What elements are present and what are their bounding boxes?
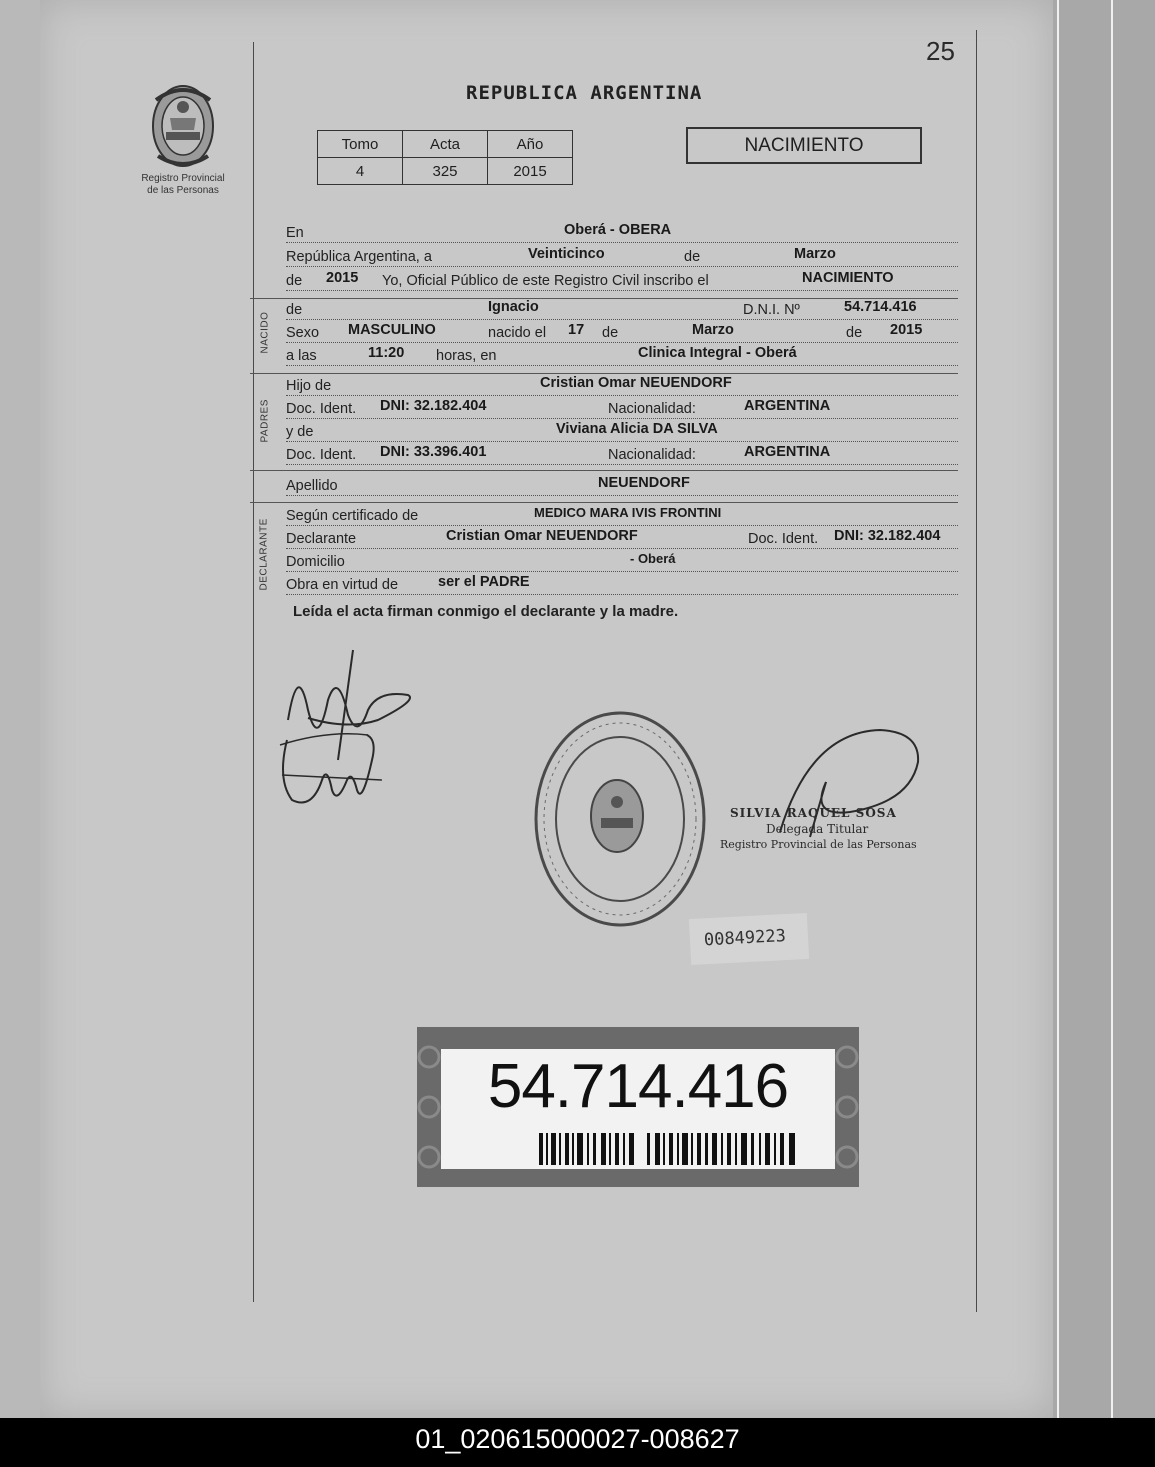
label-nacido-el: nacido el — [488, 325, 547, 341]
value-madre: Viviana Alicia DA SILVA — [556, 421, 718, 437]
label-doc-ident-madre: Doc. Ident. — [286, 447, 357, 463]
label-en: En — [286, 225, 304, 241]
label-sexo: Sexo — [286, 325, 320, 341]
section-label-nacido: NACIDO — [259, 311, 271, 354]
value-mes-registro: Marzo — [794, 246, 836, 262]
value-dia-registro: Veinticinco — [528, 246, 605, 262]
label-de-mes: de — [684, 249, 701, 265]
value-dni: 54.714.416 — [844, 299, 917, 315]
page-number: 25 — [926, 36, 955, 66]
official-office: Registro Provincial de las Personas — [720, 838, 917, 851]
value-padre: Cristian Omar NEUENDORF — [540, 375, 732, 391]
form-line-declarante — [286, 529, 958, 553]
label-de-anio: de — [286, 273, 303, 289]
value-anio-nacimiento: 2015 — [890, 322, 923, 338]
label-doc-ident-declarante: Doc. Ident. — [748, 531, 819, 547]
value-padre-nacionalidad: ARGENTINA — [744, 398, 831, 414]
label-y-de: y de — [286, 424, 314, 440]
serial-sticker — [689, 913, 809, 965]
label-de-anio-nac: de — [846, 325, 863, 341]
label-nacionalidad-madre: Nacionalidad: — [608, 447, 696, 463]
label-hijo-de: Hijo de — [286, 378, 332, 394]
value-domicilio: - Oberá — [630, 551, 676, 566]
value-certificado: MEDICO MARA IVIS FRONTINI — [534, 505, 722, 520]
official-signature — [770, 722, 930, 842]
adjacent-page-edge — [1053, 0, 1155, 1418]
label-dni: D.N.I. Nº — [743, 302, 800, 318]
official-role: Delegada Titular — [766, 822, 869, 836]
value-madre-nacionalidad: ARGENTINA — [744, 444, 831, 460]
label-apellido: Apellido — [286, 478, 338, 494]
dni-label-inner — [441, 1049, 835, 1169]
scan-footer-code: 01_020615000027-008627 — [0, 1418, 1155, 1467]
value-dia-nacimiento: 17 — [568, 322, 585, 338]
table-cell-anio: 2015 — [488, 158, 573, 185]
registry-line-1: Registro Provincial — [141, 173, 225, 184]
province-emblem-icon — [150, 80, 216, 170]
value-lugar-nacimiento: Clinica Integral - Oberá — [638, 345, 797, 361]
label-yo-oficial: Yo, Oficial Público de este Registro Civil inscribo el — [382, 273, 709, 289]
registry-caption — [120, 173, 246, 197]
mother-signature — [272, 720, 392, 820]
value-tipo: NACIMIENTO — [802, 270, 894, 286]
table-header-acta: Acta — [403, 131, 488, 158]
registry-line-2: de las Personas — [147, 185, 219, 196]
value-anio-registro: 2015 — [326, 270, 359, 286]
form-line-obra — [286, 575, 958, 599]
label-obra-en-virtud: Obra en virtud de — [286, 577, 399, 593]
official-seal — [533, 710, 708, 928]
form-line-apellido — [286, 476, 958, 500]
table-header-tomo: Tomo — [318, 131, 403, 158]
label-segun-certificado: Según certificado de — [286, 508, 419, 524]
label-horas-en: horas, en — [436, 348, 497, 364]
value-declarante: Cristian Omar NEUENDORF — [446, 528, 638, 544]
label-a-las: a las — [286, 348, 317, 364]
value-apellido: NEUENDORF — [598, 475, 690, 491]
right-margin-line — [976, 30, 977, 1312]
label-de-mes-nac: de — [602, 325, 619, 341]
form-line-madre-doc — [286, 445, 958, 469]
value-hora: 11:20 — [368, 345, 405, 361]
document-title: REPUBLICA ARGENTINA — [466, 82, 703, 104]
document-sheet — [40, 0, 1053, 1418]
record-type-box: NACIMIENTO — [686, 127, 922, 164]
section-label-declarante: DECLARANTE — [258, 518, 270, 591]
dni-label-number: 54.714.416 — [487, 1052, 789, 1121]
table-header-anio: Año — [488, 131, 573, 158]
label-doc-ident-padre: Doc. Ident. — [286, 401, 357, 417]
table-cell-tomo: 4 — [318, 158, 403, 185]
serial-number: 00849223 — [703, 926, 787, 951]
table-cell-acta: 325 — [403, 158, 488, 185]
value-padre-doc: DNI: 32.182.404 — [380, 398, 487, 414]
label-de-nombre: de — [286, 302, 303, 318]
section-label-padres: PADRES — [259, 399, 271, 443]
form-line-hora — [286, 346, 958, 370]
value-madre-doc: DNI: 33.396.401 — [380, 444, 487, 460]
left-margin-line — [253, 42, 254, 1302]
value-obra-en-virtud: ser el PADRE — [438, 574, 530, 590]
form-line-anio — [286, 271, 958, 295]
form-line-en — [286, 223, 958, 247]
value-lugar: Oberá - OBERA — [564, 222, 672, 238]
label-republica: República Argentina, a — [286, 249, 432, 265]
label-declarante: Declarante — [286, 531, 357, 547]
value-sexo: MASCULINO — [348, 322, 436, 338]
value-nombre: Ignacio — [488, 299, 539, 315]
dni-label — [417, 1027, 859, 1187]
register-table — [317, 130, 573, 185]
label-nacionalidad-padre: Nacionalidad: — [608, 401, 696, 417]
barcode-icon — [539, 1133, 797, 1165]
official-name: SILVIA RAQUEL SOSA — [730, 806, 897, 820]
value-declarante-doc: DNI: 32.182.404 — [834, 528, 941, 544]
value-mes-nacimiento: Marzo — [692, 322, 734, 338]
label-domicilio: Domicilio — [286, 554, 345, 570]
closing-statement: Leída el acta firman conmigo el declarante y la madre. — [293, 603, 679, 620]
